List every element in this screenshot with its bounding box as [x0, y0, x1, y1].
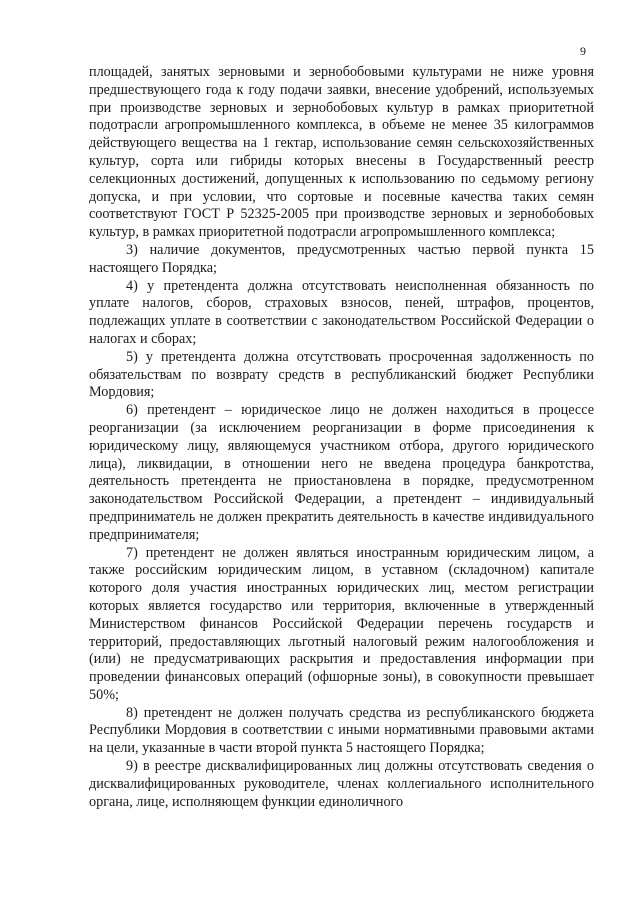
paragraph-item-4: 4) у претендента должна отсутствовать неисполненная обязанность по уплате налогов, сборов, страховых взносов, пеней, штрафов, процентов, подлежащих уплате в соответствии с законодательством Российской Федерации о налогах и сборах; [89, 277, 594, 347]
paragraph-item-7: 7) претендент не должен являться иностранным юридическим лицом, а также российским юридическим лицом, в уставном (складочном) капитале которого доля участия иностранных юридических лиц, местом регистрации которых является государство или территория, включенные в утвержденный Министерством финансов Российской Федерации перечень государств и территорий, предоставляющих льготный налоговый режим налогообложения и (или) не предусматривающих раскрытия и предоставления информации при проведении финансовых операций (офшорные зоны), в совокупности превышает 50%; [89, 544, 594, 703]
paragraph-item-5: 5) у претендента должна отсутствовать просроченная задолженность по обязательствам по возврату средств в республиканский бюджет Республики Мордовия; [89, 348, 594, 401]
paragraph-continuation: площадей, занятых зерновыми и зернобобовыми культурами не ниже уровня предшествующего года к году подачи заявки, внесение удобрений, используемых при производстве зерновых и зернобобовых культур в рамках приоритетной подотрасли агропромышленного комплекса, в объеме не менее 35 килограммов действующего вещества на 1 гектар, использование семян сельскохозяйственных культур, сорта или гибриды которых внесены в Государственный реестр селекционных достижений, допущенных к использованию по седьмому региону допуска, и при условии, что сортовые и посевные качества таких семян соответствуют ГОСТ Р 52325-2005 при производстве зерновых и зернобобовых культур, в рамках приоритетной подотрасли агропромышленного комплекса; [89, 64, 594, 241]
paragraph-item-8: 8) претендент не должен получать средства из республиканского бюджета Республики Мордовия в соответствии с иными нормативными правовыми актами на цели, указанные в части второй пункта 5 настоящего Порядка; [89, 704, 594, 757]
paragraph-item-9: 9) в реестре дисквалифицированных лиц должны отсутствовать сведения о дисквалифицированных руководителе, членах коллегиального исполнительного органа, лице, исполняющем функции единоличного [89, 758, 594, 810]
paragraph-item-6: 6) претендент – юридическое лицо не должен находиться в процессе реорганизации (за исключением реорганизации в форме присоединения к юридическому лицу, являющемуся участником отбора, другого юридического лица), ликвидации, в отношении него не введена процедура банкротства, деятельность претендента не приостановлена в порядке, предусмотренном законодательством Российской Федерации, а претендент – индивидуальный предприниматель не должен прекратить деятельность в качестве индивидуального предпринимателя; [89, 402, 594, 543]
paragraph-item-3: 3) наличие документов, предусмотренных частью первой пункта 15 настоящего Порядка; [89, 241, 594, 276]
document-body [89, 64, 594, 811]
page-number: 9 [580, 44, 586, 58]
